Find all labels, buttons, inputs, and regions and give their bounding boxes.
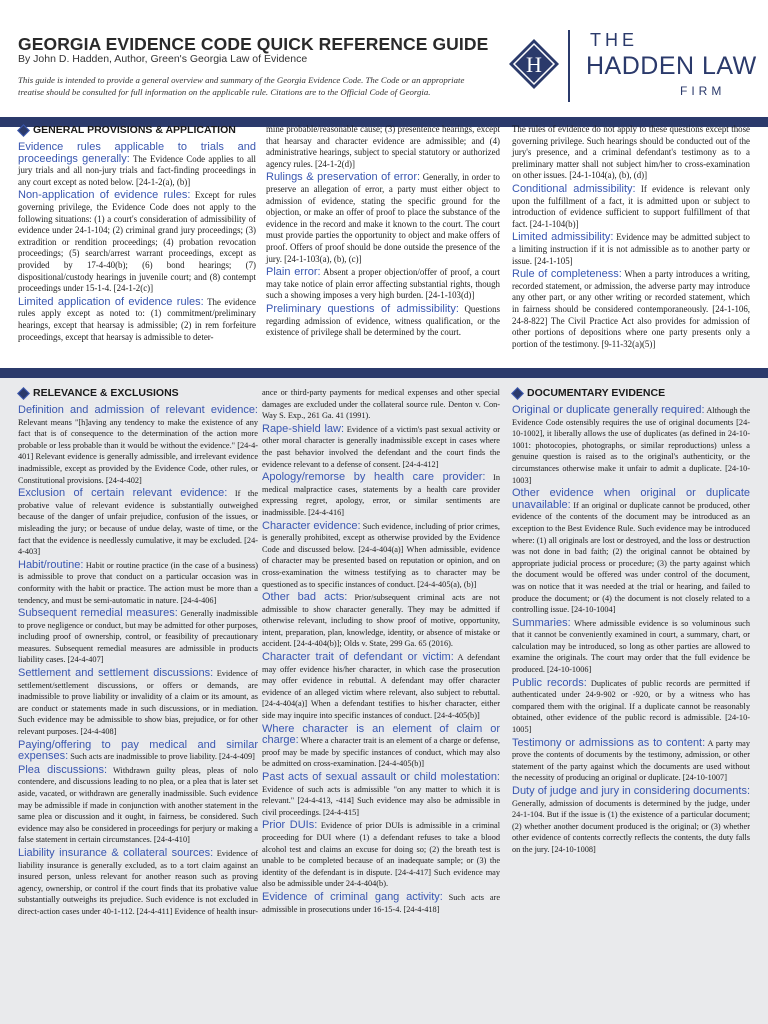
rule-text: In medical malpractice cases, statements by a health care provider expressing regret, apology, error, or similar sentiments are inadmissible. [24-4-416] [262, 473, 500, 517]
page-header [0, 0, 768, 118]
rule-paragraph [18, 142, 256, 188]
rule-paragraph [266, 304, 500, 339]
rule-text: Absent a proper objection/offer of proof, a court may take notice of plain error affecting substantial rights, though such a showing imposes a very high burden. [24-1-103(d)] [266, 267, 501, 301]
rule-text: A defendant may offer evidence his/her character, in which case the prosecution may offer evidence in rebuttal. A defendant may offer character evidence of an alleged victim where relevant, also subject to rebuttal. [24-4-404(a)] When a defendant testifies to his/her character, either side may inquire into specific instances of conduct. [24-4-405(b)] [262, 653, 500, 721]
rule-paragraph [18, 608, 258, 666]
general-provisions-column-1 [18, 124, 256, 345]
rule-text: ance or third-party payments for medical expenses and other special damages are excluded under the collateral source rule. Denton v. Con-Way S. Exp., 261 Ga. 41 (1991). [262, 388, 500, 421]
rule-text: Questions regarding admission of evidence, witness qualification, or the existence of privilege shall be determined by the court. [266, 303, 500, 338]
rule-heading: Where character is an element of claim or charge: [262, 722, 500, 747]
rule-text: Except for rules governing privilege, the Evidence Code does not apply to the following situations: (1) a court's consideration of admissibility of evidence under 24-1-104; (2) criminal grand jury proceedings; (3) extradition or rendition proceedings; (4) probation revocation proceedings; (5) search/arrest warrant proceedings, except as provided by 17-4-40(b); (6) bond hearings; (7) dispositional/custody hearings in juvenile court; and (8) contempt proceedings under 15-1-4. [24-1-2(c)] [18, 190, 256, 294]
rule-paragraph [266, 124, 500, 170]
rule-text: The Evidence Code applies to all jury trials and all non-jury trials and fact-finding proceedings in any court except as noted below. [24-1-2(a), (b)] [18, 153, 256, 187]
rule-text: Withdrawn guilty pleas, pleas of nolo contendere, and discussions leading to no plea, or a plea that is later set aside, vacated, or withdrawn are generally inadmissible. Such evidence may be admissible if made in conjunction with another statement in the same plea or discussion and it ought, in fairness, be considered. Such evidence may also be considered in proceedings for perjury or making a false statement in certain circumstances. [24-4-410] [18, 765, 258, 845]
rule-paragraph [18, 765, 258, 846]
rule-paragraph [512, 405, 750, 486]
rule-text: Generally inadmissible to prove negligence or conduct, but may be admitted for other purposes, including proof of ownership, control, or feasibility of precautionary measures. Subsequent remedial measures are admissible in products liability cases. [24-4-407] [18, 609, 258, 665]
logo-the: THE [590, 30, 638, 50]
section-heading-general: GENERAL PROVISIONS & APPLICATION [18, 124, 256, 136]
rule-text: Where a character trait is an element of a charge or defense, proof may be made by specific instances of conduct, which may also be admitted on cross-examination. [24-4-405(b)] [262, 736, 500, 769]
rule-paragraph [262, 772, 500, 818]
rule-paragraph [262, 521, 500, 591]
rule-paragraph [18, 848, 258, 918]
rule-text: Such evidence, including of prior crimes, is generally prohibited, except as otherwise provided by the Evidence Code and discussed below. [24-4-404(a)] When admissible, evidence of character may be presented based on reputation or opinion, and on cross-examination the witness testifying as to character may be questioned as to specific instances of conduct. [24-4-405(a), (b)] [262, 521, 500, 589]
rule-paragraph [262, 472, 500, 518]
rule-heading: Subsequent remedial measures: [18, 607, 178, 620]
svg-text:H: H [526, 52, 542, 77]
rule-heading: Past acts of sexual assault or child molestation: [262, 771, 500, 783]
rule-heading: Plea discussions: [18, 763, 108, 776]
rule-text: Such acts are inadmissible to prove liability. [24-4-409] [68, 752, 255, 762]
rule-paragraph [512, 184, 750, 230]
rule-heading: Summaries: [512, 616, 571, 629]
rule-paragraph [262, 387, 500, 422]
general-provisions-column-2 [266, 124, 500, 341]
rule-heading: Original or duplicate generally required: [512, 404, 705, 416]
rule-heading: Apology/remorse by health care provider: [262, 471, 486, 484]
rule-heading: Limited application of evidence rules: [18, 295, 204, 308]
rule-paragraph [18, 560, 258, 606]
page-title: GEORGIA EVIDENCE CODE QUICK REFERENCE GUIDE [18, 34, 489, 54]
rule-heading: Rulings & preservation of error: [266, 171, 421, 184]
diamond-bullet-icon [18, 125, 28, 135]
rule-paragraph [512, 124, 750, 182]
rule-paragraph [18, 488, 258, 558]
rule-text: Prior/subsequent criminal acts are not admissible to show character generally. They may be admitted if otherwise relevant, including to show proof of motive, opportunity, intent, preparation, plan, knowledge, identity, or absence of mistake or accident. [24-4-404(b)]; Olds v. State, 299 Ga. 65 (2016). [262, 593, 500, 649]
rule-heading: Character trait of defendant or victim: [262, 651, 454, 664]
section-heading-documentary: DOCUMENTARY EVIDENCE [512, 387, 750, 399]
rule-text: Duplicates of public records are permitted if authenticated under 24-9-902 or -920, or by a witness who has compared them with the original. If a duplicate cannot be reasonably obtained, other evidence of the public record is admissible. [24-10-1005] [512, 678, 750, 735]
diamond-bullet-icon [512, 388, 522, 398]
firm-logo-h-icon [508, 38, 560, 90]
rule-paragraph [262, 592, 500, 650]
rule-paragraph [262, 892, 500, 915]
rule-text: A party may prove the contents of documents by the testimony, admission, or other statement of the party against which the documents are used without the necessity of producing an original or duplicate. [24-10-1007] [512, 738, 751, 783]
rule-heading: Character evidence: [262, 519, 361, 532]
rule-text: Evidence of liability insurance is generally excluded, as to a tort claim against an insured person, unless relevant for another reason such as proving agency, ownership, or control if the court finds that its probative value substantially outweighs its prejudice. Such evidence is not excluded in direct-action cases under 40-1-112. [24-4-411] Evidence of health insur- [18, 848, 258, 916]
rule-heading: Prior DUIs: [262, 819, 318, 832]
rule-paragraph [262, 724, 500, 770]
section-heading-relevance: RELEVANCE & EXCLUSIONS [18, 387, 258, 399]
rule-heading: Other evidence when original or duplicate unavailable: [512, 487, 750, 511]
rule-heading: Habit/routine: [18, 558, 84, 571]
logo-firm-word: FIRM [680, 84, 726, 98]
rule-paragraph [266, 267, 500, 302]
rule-paragraph [512, 618, 750, 676]
rule-paragraph [262, 424, 500, 470]
rule-paragraph [18, 405, 258, 486]
rule-heading: Rule of completeness: [512, 268, 622, 281]
rule-text: When a party introduces a writing, recorded statement, or admission, the adverse party may introduce any other part, or any other writing or recorded statement, which in fairness should be considered contemporaneously. [24-1-106, 24-8-822] The Civil Practice Act also provides for admission of other portions of depositions where one party presents only a portion of the testimony. [9-11-32(a)(5)] [512, 269, 750, 349]
rule-heading: Public records: [512, 676, 587, 689]
relevance-column-1 [18, 387, 258, 920]
rule-text: If an original or duplicate cannot be produced, other evidence of the contents of the document may be introduced as an exception to the Best Evidence Rule. Such evidence may be introduced where: (1) all originals are lost or destroyed, and the loss or destruction was not done in bad faith; (2) the original cannot be obtained by appropriate judicial process or procedure; (3) the party against which the document would be offered was under control of the document, was on notice that it was needed at the trial or hearing, and failed to produce the document; or (4) the document is not closely related to a controlling issue. [24-10-1004] [512, 500, 750, 615]
rule-text: Such acts are admissible in prosecutions under 16-15-4. [24-4-418] [262, 892, 500, 914]
rule-heading: Rape-shield law: [262, 422, 345, 435]
rule-heading: Exclusion of certain relevant evidence: [18, 487, 228, 500]
rule-paragraph [18, 740, 258, 763]
rule-text: Generally, in order to preserve an allegation of error, a party must either object to admission of evidence, stating the specific ground for the objection, or make an offer of proof to place the substance of the evidence in the record and make it known to the court. The court must provide parties the opportunity to object and make offers of proof. Offers of proof should be done outside the presence of the jury. [24-1-103(a), (b), (c)] [266, 172, 500, 264]
rule-text: Although the Evidence Code ostensibly requires the use of original documents [24-10-1002], it liberally allows the use of duplicates (as defined in 24-10-1001: photocopies, photographs, or similar reproductions) unless a genuine question is raised as to the original's authenticity, or the circumstances otherwise make it unfair to admit a duplicate. [24-10-1003] [512, 406, 751, 485]
rule-text: Evidence of settlement/settlement discussions, or offers or demands, are inadmissible to prove liability or invalidity of a claim or its amount, as are conduct or statements made in such discussions, or in mediation. Such evidence may be admissible to show bias, prejudice, or for other relevant purposes. [24-4-408] [18, 669, 259, 737]
byline: By John D. Hadden, Author, Green's Georgia Law of Evidence [18, 53, 308, 65]
rule-paragraph [512, 269, 750, 350]
rule-text: Where admissible evidence is so voluminous such that it cannot be conveniently examined in court, a summary, chart, or calculation may be introduced, so long as other parties are allowed to examine the originals. The court may order that the full evidence be produced. [24-10-1006] [512, 618, 750, 675]
rule-heading: Limited admissibility: [512, 231, 614, 244]
rule-heading: Settlement and settlement discussions: [18, 667, 214, 680]
diamond-bullet-icon [18, 388, 28, 398]
rule-heading: Liability insurance & collateral sources: [18, 846, 214, 859]
rule-paragraph [18, 190, 256, 294]
rule-text: Generally, admission of documents is determined by the judge, under 24-1-104. But if the issue is (1) the existence of a particular document; (2) whether another document produced is the original; or (3) whether other evidence of contents correctly reflects the contents, the duty falls on the jury. [24-10-1008] [512, 798, 750, 854]
relevance-column-2 [262, 387, 500, 917]
rule-paragraph [512, 786, 750, 856]
rule-text: Relevant means "[h]aving any tendency to make the existence of any fact that is of consequence to the determination of the action more probable or less probable than it would be without the evidence." [24-4-401] Relevant evidence is generally admissible, and irrelevant evidence inadmissible, except as provided by the Evidence Code, other rules, or Constitutional provisions. [24-4-402] [18, 417, 258, 485]
rule-heading: Conditional admissibility: [512, 182, 636, 195]
rule-paragraph [18, 668, 258, 738]
rule-text: Evidence of a victim's past sexual activity or other moral character is generally inadmissible except in cases where the past behavior involved the defendant and the court finds the evidence relevant to a defense of consent. [24-4-412] [262, 424, 500, 469]
rule-text: Evidence of such acts is admissible "on any matter to which it is relevant." [24-4-413, -414] Such evidence may also be admissible in civil proceedings. [24-4-415] [262, 784, 500, 817]
rule-paragraph [262, 820, 500, 890]
rule-paragraph [262, 652, 500, 722]
rule-heading: Testimony or admissions as to content: [512, 736, 706, 749]
rule-heading: Non-application of evidence rules: [18, 189, 191, 202]
rule-paragraph [512, 488, 750, 616]
rule-paragraph [512, 678, 750, 736]
rule-paragraph [18, 297, 256, 343]
rule-heading: Preliminary questions of admissibility: [266, 302, 459, 315]
rule-heading: Other bad acts: [262, 591, 348, 604]
rule-heading: Evidence of criminal gang activity: [262, 890, 443, 903]
rule-text: Evidence of prior DUIs is admissible in a criminal proceeding for DUI where (1) a defendant refuses to take a blood alcohol test and claims an excuse for doing so; (2) the breath test is unable to be completed because of an inadequate sample; or (3) the identity of the defendant is in dispute. [24-4-417] Such evidence may also be admissible under 24-4-404(b). [262, 821, 501, 889]
rule-heading: Paying/offering to pay medical and similar expenses: [18, 738, 258, 763]
rule-text: mine probable/reasonable cause; (3) presentence hearings, except that hearsay and character evidence are admissible; and (4) administrative hearings, subject to special statutory or authorized agency rules. [24-1-2(d)] [266, 124, 500, 169]
rule-text: Evidence may be admitted subject to a limiting instruction if it is not admissible as to another party or issue. [24-1-105] [512, 232, 750, 266]
rule-text: If the probative value of relevant evidence is substantially outweighed because of the danger of unfair prejudice, confusion of the issues, or misleading the jury; or because of undue delay, waste of time, or the fact that the evidence is needlessly cumulative, it may be excluded. [24-4-403] [18, 489, 259, 557]
rule-text: The rules of evidence do not apply to these questions except those governing privilege. Such hearings should be conducted out of the jury's presence, and a criminal defendant's testimony as to a preliminary matter shall not subject him/her to cross-examination on other issues. [24-1-104(a), (b), (d)] [512, 124, 750, 181]
general-provisions-column-3 [512, 124, 750, 352]
intro-text: This guide is intended to provide a general overview and summary of the Georgia Evidence Code. The Code or an appropriate treatise should be consulted for full information on the applicable rule. Citations are to the Official Code of Georgia. [18, 75, 465, 97]
documentary-column [512, 387, 750, 858]
rule-heading: Definition and admission of relevant evidence: [18, 404, 258, 416]
rule-heading: Duty of judge and jury in considering documents: [512, 785, 750, 797]
rule-text: Habit or routine practice (in the case of a business) is admissible to prove that conduct on a particular occasion was in conformity with the habit or practice. The action must be more than a tendency, and must be semi-automatic in nature. [24-4-406] [18, 560, 258, 605]
rule-heading: Evidence rules applicable to trials and proceedings generally: [18, 141, 256, 165]
logo-divider [568, 30, 570, 102]
rule-text: The evidence rules apply except as noted to: (1) commitment/preliminary hearings, except that hearsay is admissible; (2) in rem forfeiture proceedings, except that hearsay is admissible to deter- [18, 296, 256, 342]
rule-heading: Plain error: [266, 266, 321, 279]
rule-paragraph [512, 738, 750, 784]
rule-paragraph [266, 172, 500, 265]
middle-divider-band [0, 368, 768, 378]
rule-text: If evidence is relevant only upon the fulfillment of a fact, it is admitted upon or subject to introduction of evidence sufficient to support fulfillment of that fact. [24-1-104(b)] [512, 183, 750, 229]
rule-paragraph [512, 232, 750, 267]
logo-firm-name: HADDEN LAW [586, 52, 757, 80]
